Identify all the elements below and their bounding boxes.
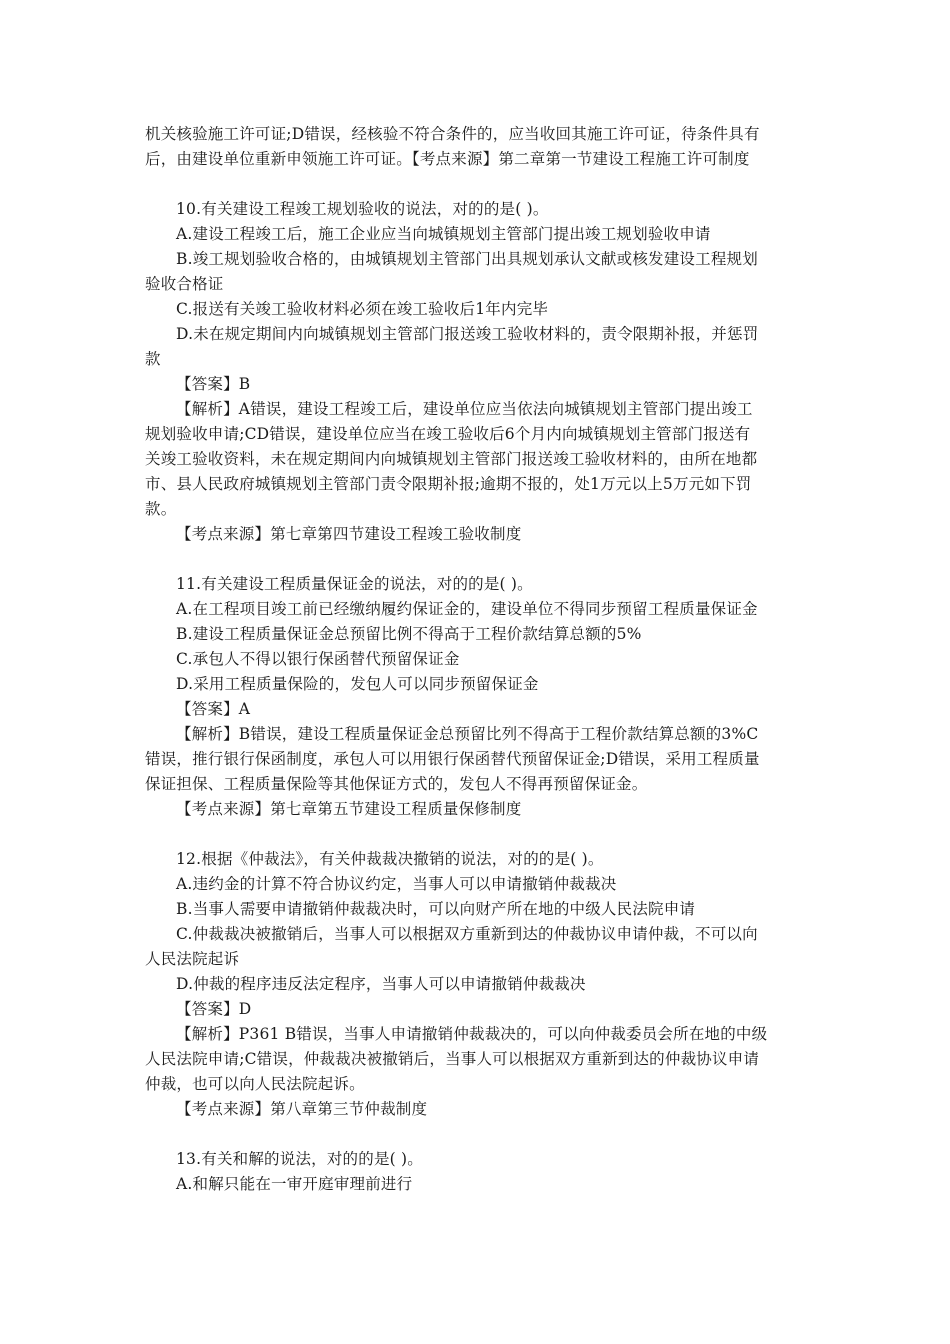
option-a: A.建设工程竣工后，施工企业应当向城镇规划主管部门提出竣工规划验收申请 — [176, 225, 711, 243]
option-a: A.在工程项目竣工前已经缴纳履约保证金的，建设单位不得同步预留工程质量保证金 — [176, 600, 758, 618]
option-a: A.违约金的计算不符合协议约定，当事人可以申请撤销仲裁裁决 — [176, 875, 617, 893]
explanation-continued: 仲裁，也可以向人民法院起诉。 — [145, 1075, 365, 1093]
question-13 — [145, 1147, 810, 1197]
source-reference: 【考点来源】第七章第四节建设工程竣工验收制度 — [176, 525, 522, 543]
explanation: 【解析】A错误，建设工程竣工后，建设单位应当依法向城镇规划主管部门提出竣工 — [176, 400, 753, 418]
explanation-continued: 人民法院申请;C错误，仲裁裁决被撤销后，当事人可以根据双方重新到达的仲裁协议申请 — [145, 1050, 760, 1068]
explanation-continued: 款。 — [145, 500, 177, 518]
spacer — [145, 1122, 810, 1147]
spacer — [145, 172, 810, 197]
explanation: 【解析】B错误，建设工程质量保证金总预留比列不得高于工程价款结算总额的3%C — [176, 725, 759, 743]
option-b: B.建设工程质量保证金总预留比例不得高于工程价款结算总额的5% — [176, 625, 642, 643]
question-stem: 12.根据《仲裁法》，有关仲裁裁决撤销的说法，对的的是( )。 — [176, 850, 604, 868]
intro-line: 后，由建设单位重新申领施工许可证。【考点来源】第二章第一节建设工程施工许可制度 — [145, 150, 750, 168]
intro-paragraph — [145, 122, 810, 172]
option-b: B.当事人需要申请撤销仲裁裁决时，可以向财产所在地的中级人民法院申请 — [176, 900, 696, 918]
answer: 【答案】A — [176, 700, 251, 718]
spacer — [145, 822, 810, 847]
explanation-continued: 保证担保、工程质量保险等其他保证方式的，发包人不得再预留保证金。 — [145, 775, 648, 793]
option-d: D.未在规定期间内向城镇规划主管部门报送竣工验收材料的，责令限期补报，并惩罚 — [176, 325, 759, 343]
answer: 【答案】D — [176, 1000, 252, 1018]
spacer — [145, 547, 810, 572]
option-b: B.竣工规划验收合格的，由城镇规划主管部门出具规划承认文献或核发建设工程规划 — [176, 250, 758, 268]
explanation-continued: 市、县人民政府城镇规划主管部门责令限期补报;逾期不报的，处1万元以上5万元如下罚 — [145, 475, 752, 493]
document-page — [145, 122, 810, 1197]
question-stem: 11.有关建设工程质量保证金的说法，对的的是( )。 — [176, 575, 533, 593]
option-d: D.仲裁的程序违反法定程序，当事人可以申请撤销仲裁裁决 — [176, 975, 586, 993]
option-c: C.报送有关竣工验收材料必须在竣工验收后1年内完毕 — [176, 300, 549, 318]
explanation-continued: 规划验收申请;CD错误，建设单位应当在竣工验收后6个月内向城镇规划主管部门报送有 — [145, 425, 751, 443]
explanation-continued: 错误，推行银行保函制度，承包人可以用银行保函替代预留保证金;D错误，采用工程质量 — [145, 750, 760, 768]
option-b-continued: 验收合格证 — [145, 275, 224, 293]
question-12 — [145, 847, 810, 1122]
explanation-continued: 关竣工验收资料，未在规定期间内向城镇规划主管部门报送竣工验收材料的，由所在地都 — [145, 450, 758, 468]
option-d: D.采用工程质量保险的，发包人可以同步预留保证金 — [176, 675, 539, 693]
question-stem: 10.有关建设工程竣工规划验收的说法，对的的是( )。 — [176, 200, 549, 218]
question-stem: 13.有关和解的说法，对的的是( )。 — [176, 1150, 423, 1168]
source-reference: 【考点来源】第八章第三节仲裁制度 — [176, 1100, 428, 1118]
option-c: C.承包人不得以银行保函替代预留保证金 — [176, 650, 460, 668]
question-10 — [145, 197, 810, 547]
explanation: 【解析】P361 B错误，当事人申请撤销仲裁裁决的，可以向仲裁委员会所在地的中级 — [176, 1025, 768, 1043]
answer: 【答案】B — [176, 375, 251, 393]
option-a: A.和解只能在一审开庭审理前进行 — [176, 1175, 413, 1193]
question-11 — [145, 572, 810, 822]
option-c: C.仲裁裁决被撤销后，当事人可以根据双方重新到达的仲裁协议申请仲裁，不可以向 — [176, 925, 758, 943]
option-d-continued: 款 — [145, 350, 161, 368]
option-c-continued: 人民法院起诉 — [145, 950, 240, 968]
source-reference: 【考点来源】第七章第五节建设工程质量保修制度 — [176, 800, 522, 818]
intro-line: 机关核验施工许可证;D错误，经核验不符合条件的，应当收回其施工许可证，待条件具有 — [145, 125, 760, 143]
